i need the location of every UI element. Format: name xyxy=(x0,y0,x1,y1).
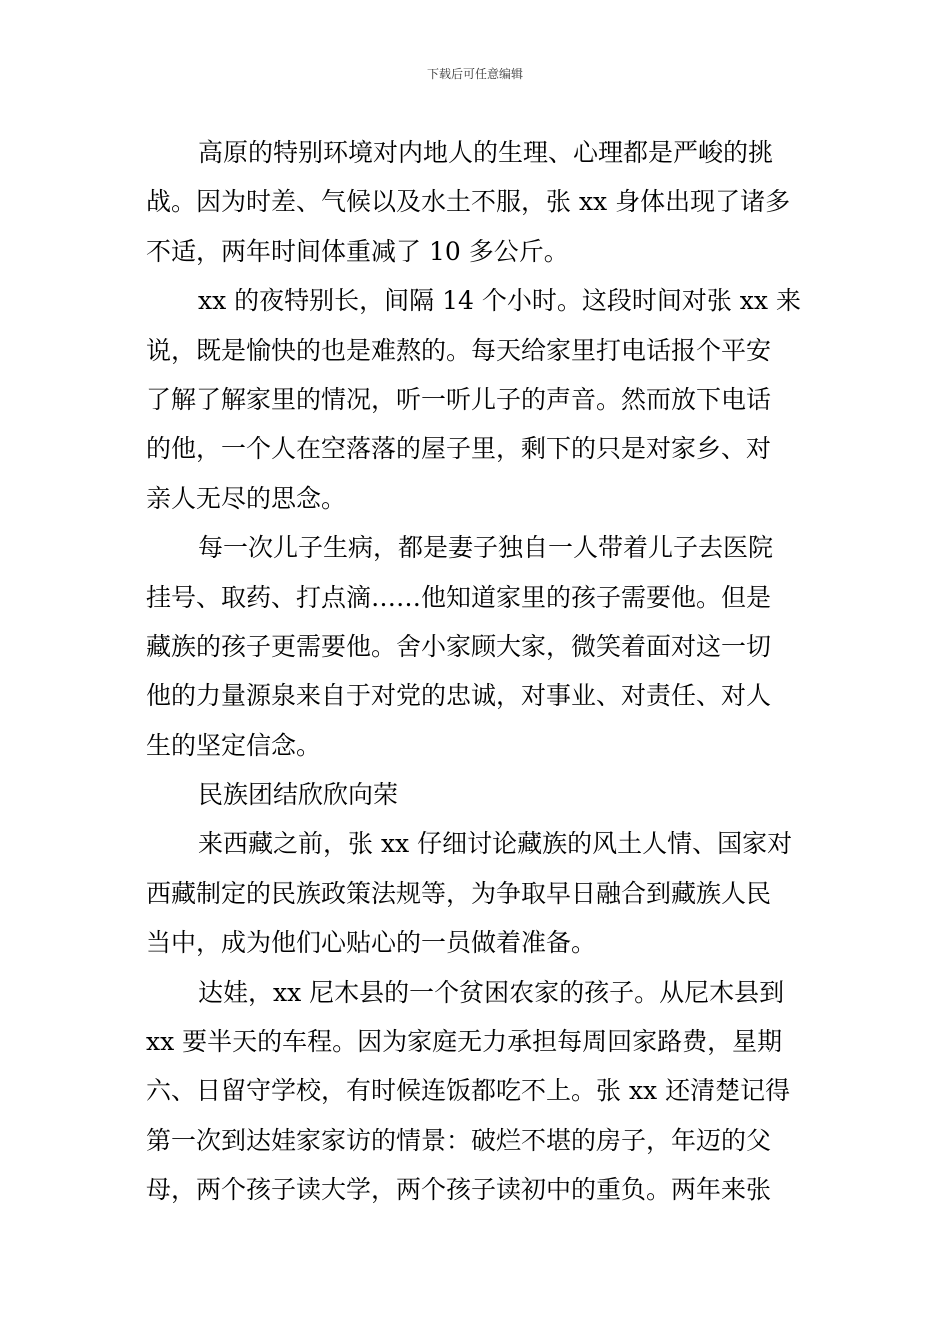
text-line: 六、日留守学校，有时候连饭都吃不上。张 xx 还清楚记得 xyxy=(146,1076,791,1106)
text-line: 西藏制定的民族政策法规等，为争取早日融合到藏族人民 xyxy=(146,878,772,908)
text-line: 的他，一个人在空落落的屋子里，剩下的只是对家乡、对 xyxy=(146,434,772,464)
text-line: 藏族的孩子更需要他。舍小家顾大家，微笑着面对这一切 xyxy=(146,631,772,661)
body-text xyxy=(146,128,806,1215)
text-line: xx 的夜特别长，间隔 14 个小时。这段时间对张 xx 来 xyxy=(198,286,801,316)
text-line: 当中，成为他们心贴心的一员做着准备。 xyxy=(146,928,597,958)
text-line: 每一次儿子生病，都是妻子独自一人带着儿子去医院 xyxy=(198,533,774,563)
section-heading: 民族团结欣欣向荣 xyxy=(198,780,399,810)
page-header: 下载后可任意编辑 xyxy=(426,67,523,81)
text-line: 不适，两年时间体重减了 10 多公斤。 xyxy=(146,236,569,266)
text-line: 战。因为时差、气候以及水土不服，张 xx 身体出现了诸多 xyxy=(146,187,791,217)
text-line: 亲人无尽的思念。 xyxy=(146,483,347,513)
text-line: 母，两个孩子读大学，两个孩子读初中的重负。两年来张 xyxy=(146,1175,772,1205)
text-line: 他的力量源泉来自于对党的忠诚，对事业、对责任、对人 xyxy=(146,681,772,711)
text-line: 第一次到达娃家家访的情景：破烂不堪的房子，年迈的父 xyxy=(146,1125,772,1155)
text-line: 来西藏之前，张 xx 仔细讨论藏族的风土人情、国家对 xyxy=(198,829,793,859)
text-line: 达娃，xx 尼木县的一个贫困农家的孩子。从尼木县到 xyxy=(198,977,785,1007)
text-line: xx 要半天的车程。因为家庭无力承担每周回家路费，星期 xyxy=(146,1027,783,1057)
text-line: 说，既是愉快的也是难熬的。每天给家里打电话报个平安 xyxy=(146,335,772,365)
text-line: 挂号、取药、打点滴……他知道家里的孩子需要他。但是 xyxy=(146,582,772,612)
text-line: 高原的特别环境对内地人的生理、心理都是严峻的挑 xyxy=(198,138,774,167)
text-line: 了解了解家里的情况，听一听儿子的声音。然而放下电话 xyxy=(146,384,772,414)
text-line: 生的坚定信念。 xyxy=(146,730,322,760)
